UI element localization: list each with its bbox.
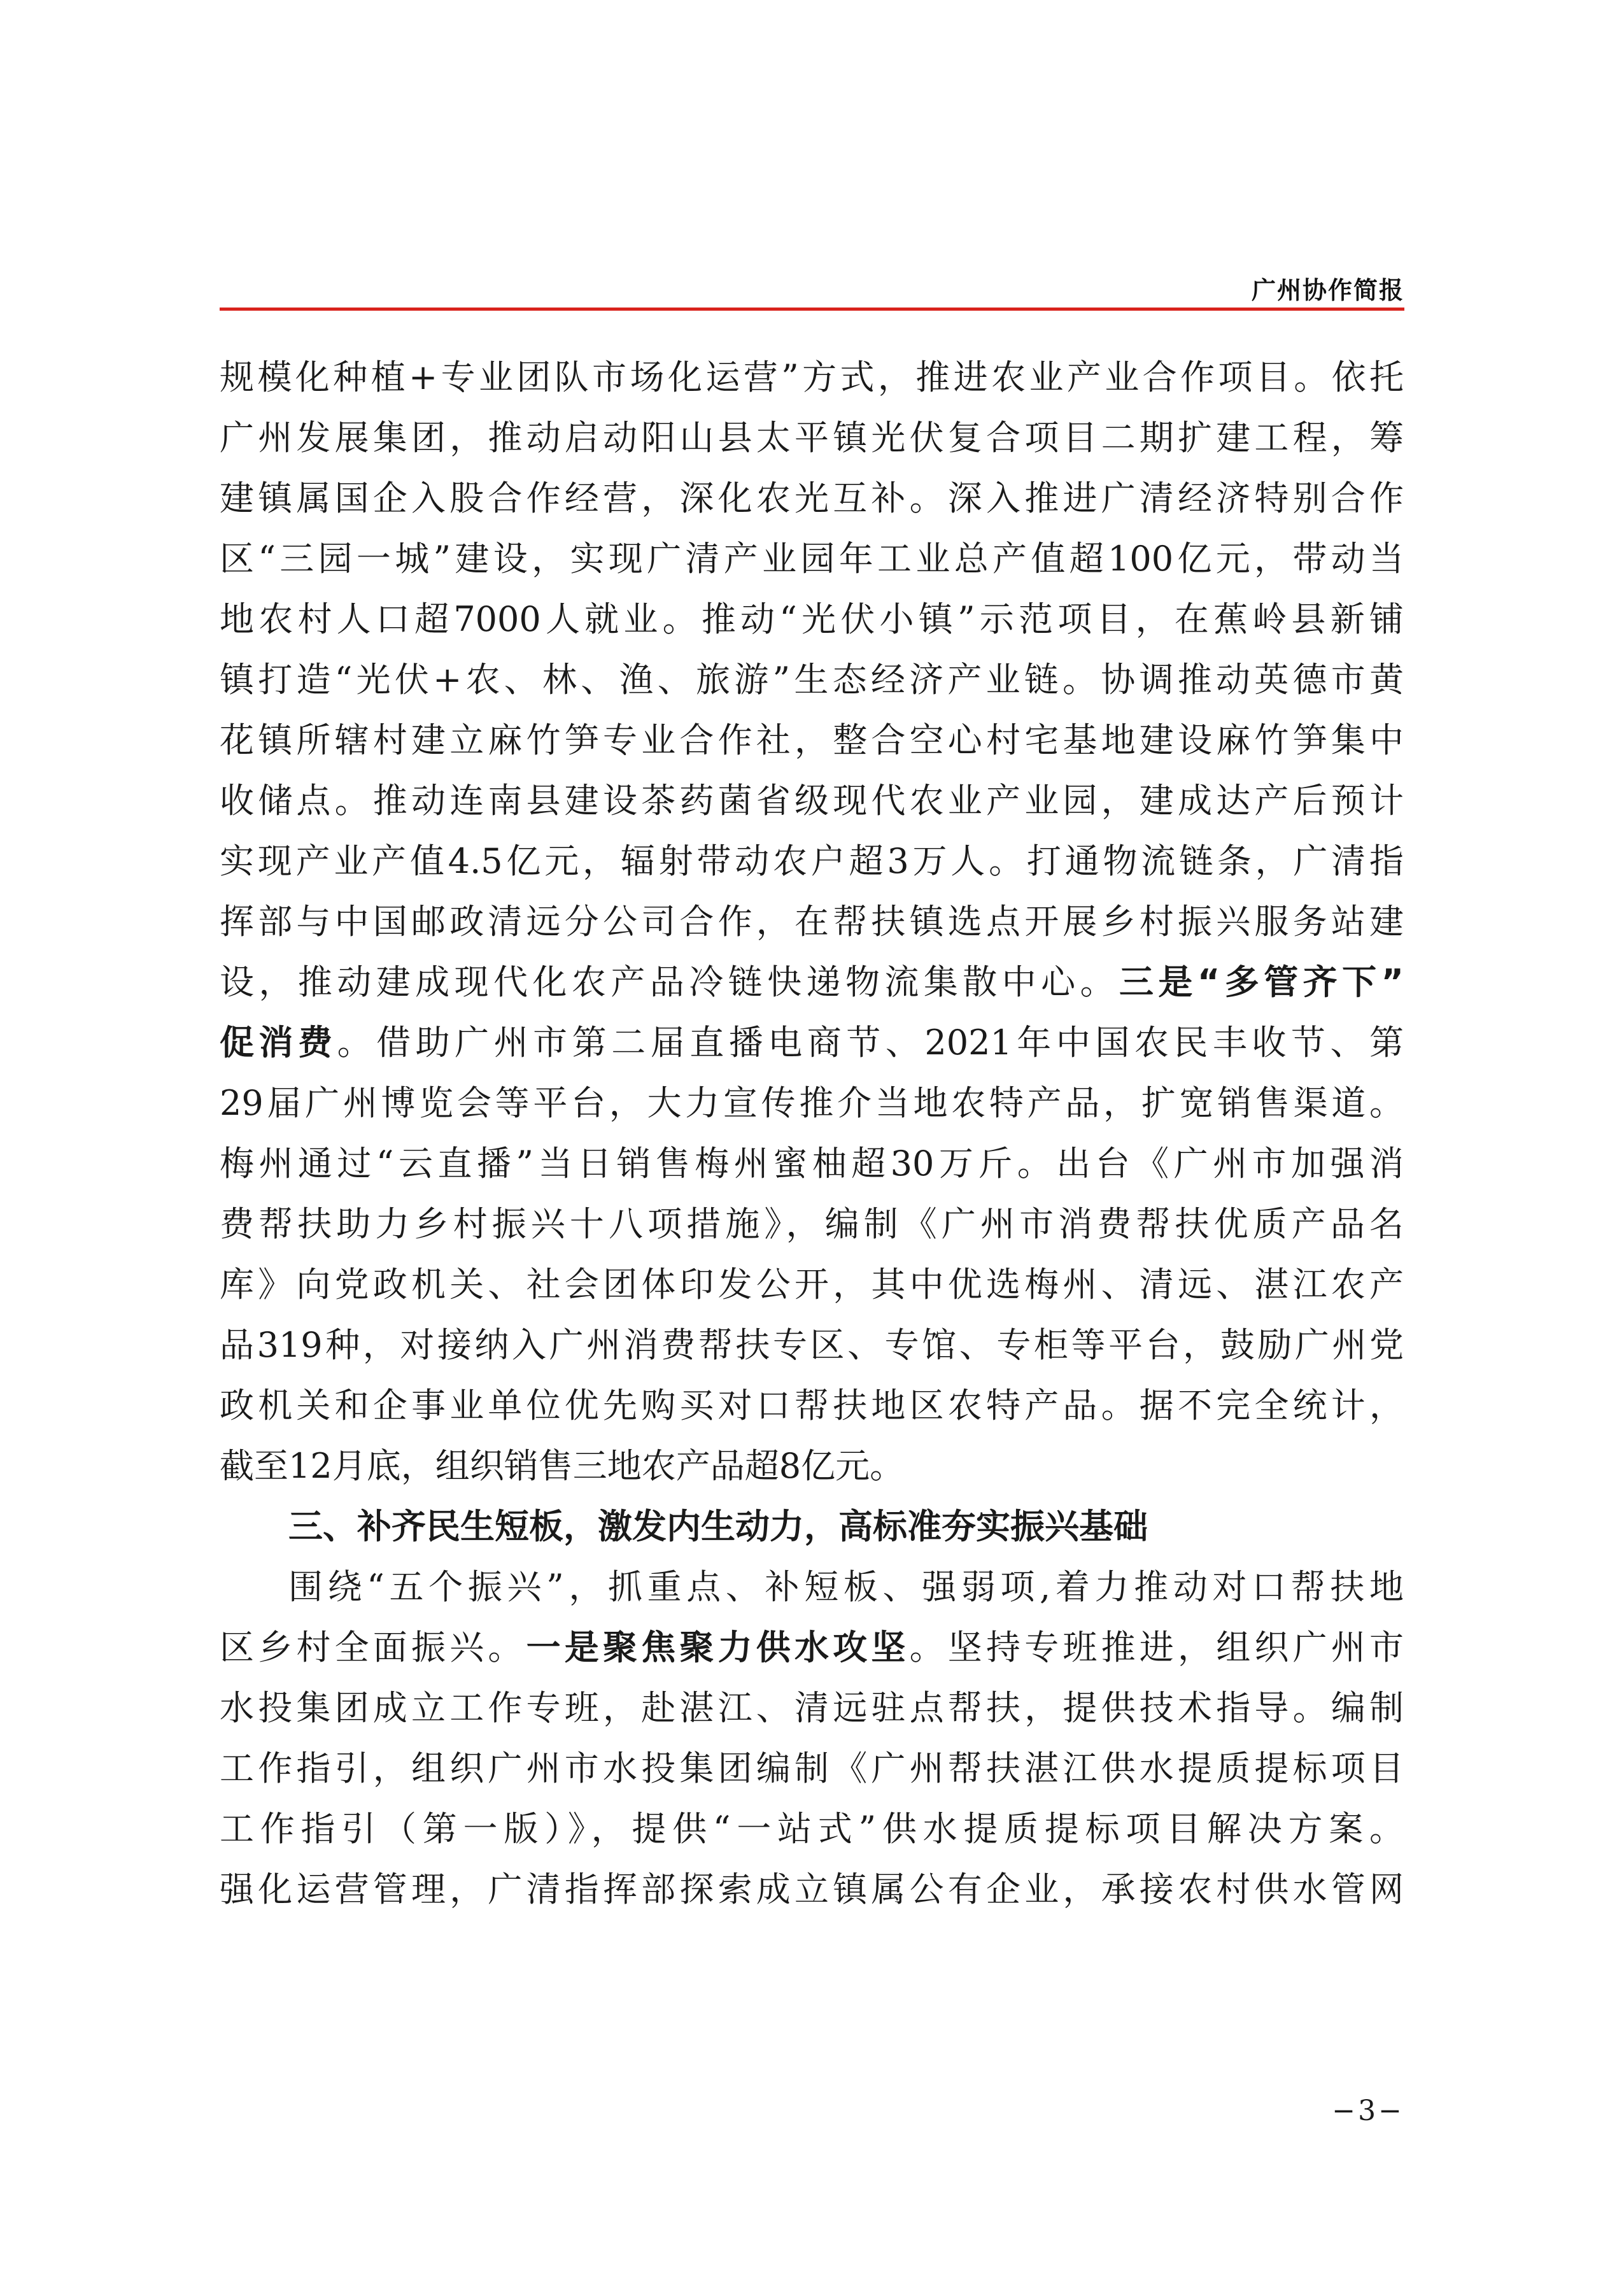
text-line: 费帮扶助力乡村振兴十八项措施》，编制《广州市消费帮扶优质产品名 [220, 1204, 1404, 1244]
text-line: 工作指引，组织广州市水投集团编制《广州帮扶湛江供水提质提标项目 [220, 1748, 1404, 1788]
document-body [220, 347, 1404, 1920]
bold-text-segment: 一是聚焦聚力供水攻坚 [526, 1627, 910, 1667]
header-divider [220, 308, 1404, 311]
text-line: 政机关和企事业单位优先购买对口帮扶地区农特产品。据不完全统计， [220, 1385, 1404, 1426]
text-line: 花镇所辖村建立麻竹笋专业合作社，整合空心村宅基地建设麻竹笋集中 [220, 720, 1404, 760]
text-segment: 。坚持专班推进，组织广州市 [909, 1627, 1404, 1667]
text-line: 建镇属国企入股合作经营，深化农光互补。深入推进广清经济特别合作 [220, 478, 1404, 518]
text-line: 地农村人口超7000人就业。推动“光伏小镇”示范项目，在蕉岭县新铺 [220, 599, 1404, 639]
text-line: 库》向党政机关、社会团体印发公开，其中优选梅州、清远、湛江农产 [220, 1264, 1404, 1305]
text-line: 围绕“五个振兴”，抓重点、补短板、强弱项,着力推动对口帮扶地 [288, 1567, 1404, 1607]
text-line: 截至12月底，组织销售三地农产品超8亿元。 [220, 1446, 905, 1486]
text-line: 梅州通过“云直播”当日销售梅州蜜柚超30万斤。出台《广州市加强消 [220, 1143, 1404, 1184]
text-line: 品319种，对接纳入广州消费帮扶专区、专馆、专柜等平台，鼓励广州党 [220, 1325, 1404, 1365]
text-line: 挥部与中国邮政清远分公司合作，在帮扶镇选点开展乡村振兴服务站建 [220, 902, 1404, 942]
bold-text-segment: 促消费 [220, 1022, 337, 1063]
header-title: 广州协作简报 [1251, 276, 1404, 304]
text-line: 区“三园一城”建设，实现广清产业园年工业总产值超100亿元，带动当 [220, 539, 1404, 579]
text-line: 广州发展集团，推动启动阳山县太平镇光伏复合项目二期扩建工程，筹 [220, 418, 1404, 458]
text-line: 规模化种植+专业团队市场化运营”方式，推进农业产业合作项目。依托 [220, 357, 1404, 397]
text-line: 水投集团成立工作专班，赴湛江、清远驻点帮扶，提供技术指导。编制 [220, 1688, 1404, 1728]
text-line: 29届广州博览会等平台，大力宣传推介当地农特产品，扩宽销售渠道。 [220, 1083, 1404, 1123]
text-segment: 。借助广州市第二届直播电商节、2021年中国农民丰收节、第 [337, 1022, 1404, 1063]
text-segment: 设，推动建成现代化农产品冷链快递物流集散中心。 [220, 962, 1119, 1002]
text-line: 镇打造“光伏+农、林、渔、旅游”生态经济产业链。协调推动英德市黄 [220, 660, 1404, 700]
text-line: 收储点。推动连南县建设茶药菌省级现代农业产业园，建成达产后预计 [220, 781, 1404, 821]
text-line: 实现产业产值4.5亿元，辐射带动农户超3万人。打通物流链条，广清指 [220, 841, 1404, 881]
bold-text-segment: 三是“多管齐下” [1119, 962, 1404, 1002]
text-line: 工作指引（第一版）》，提供“一站式”供水提质提标项目解决方案。 [220, 1809, 1404, 1849]
text-segment: 区乡村全面振兴。 [220, 1627, 526, 1667]
text-line [220, 1617, 1404, 1678]
text-line: 强化运营管理，广清指挥部探索成立镇属公有企业，承接农村供水管网 [220, 1869, 1404, 1909]
section-heading: 三、补齐民生短板，激发内生动力，高标准夯实振兴基础 [288, 1506, 1148, 1546]
page-number: −3− [1332, 2095, 1404, 2127]
text-line [220, 952, 1404, 1012]
text-line [220, 1012, 1404, 1073]
